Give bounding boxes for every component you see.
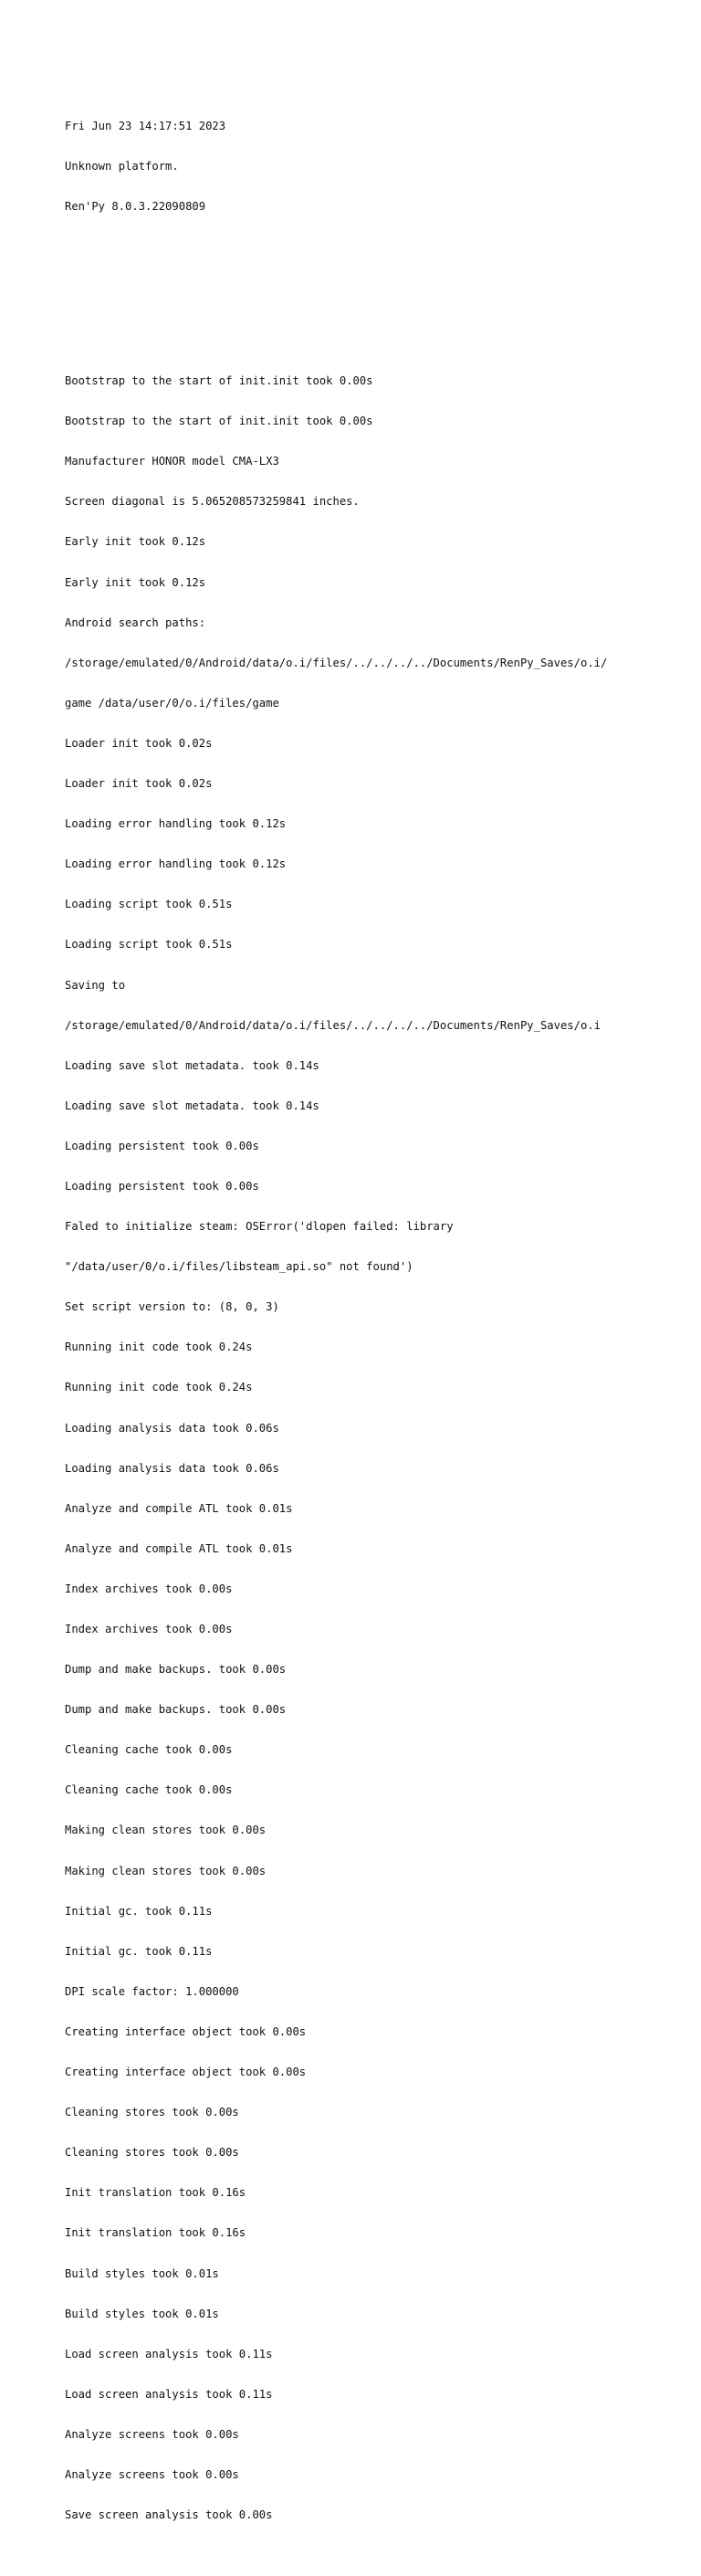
log-line: Making clean stores took 0.00s	[65, 1864, 267, 1877]
log-line: Analyze screens took 0.00s	[65, 2427, 239, 2441]
log-line: Android search paths:	[65, 615, 206, 629]
header-line: Ren'Py 8.0.3.22090809	[65, 200, 206, 213]
log-line: Faled to initialize steam: OSError('dlopen failed: library	[65, 1220, 454, 1234]
log-text	[65, 66, 685, 2576]
log-line: Load screen analysis took 0.11s	[65, 2387, 273, 2401]
log-line: Init translation took 0.16s	[65, 2186, 246, 2200]
log-line: Analyze and compile ATL took 0.01s	[65, 1541, 293, 1555]
log-line: Creating interface object took 0.00s	[65, 2024, 307, 2038]
log-line: /storage/emulated/0/Android/data/o.i/files/../../../../Documents/RenPy_Saves/o.i	[65, 1018, 601, 1032]
log-line: Initial gc. took 0.11s	[65, 1944, 213, 1958]
log-line: Dump and make backups. took 0.00s	[65, 1663, 287, 1677]
log-line: Initial gc. took 0.11s	[65, 1904, 213, 1918]
log-line: Creating interface object took 0.00s	[65, 2066, 307, 2079]
log-body	[65, 348, 685, 2549]
log-line: Early init took 0.12s	[65, 575, 206, 589]
log-header	[65, 92, 685, 240]
log-line: Running init code took 0.24s	[65, 1381, 253, 1394]
log-line: Saving to	[65, 978, 126, 992]
log-line: Cleaning cache took 0.00s	[65, 1783, 233, 1797]
log-line: /storage/emulated/0/Android/data/o.i/files/../../../../Documents/RenPy_Saves/o.i/	[65, 656, 608, 669]
log-line: Load screen analysis took 0.11s	[65, 2347, 273, 2360]
log-line: Loading save slot metadata. took 0.14s	[65, 1099, 319, 1112]
log-line: Loader init took 0.02s	[65, 736, 213, 750]
log-line: game /data/user/0/o.i/files/game	[65, 696, 279, 710]
log-line: Loading analysis data took 0.06s	[65, 1461, 279, 1475]
log-line: Manufacturer HONOR model CMA-LX3	[65, 455, 279, 468]
log-line: Loading persistent took 0.00s	[65, 1179, 259, 1193]
log-line: Loading script took 0.51s	[65, 898, 233, 911]
log-line: Index archives took 0.00s	[65, 1582, 233, 1595]
log-line: Index archives took 0.00s	[65, 1623, 233, 1635]
log-line: DPI scale factor: 1.000000	[65, 1984, 239, 1998]
log-line: Loading error handling took 0.12s	[65, 857, 287, 871]
header-line: Fri Jun 23 14:17:51 2023	[65, 119, 226, 132]
header-line: Unknown platform.	[65, 159, 179, 173]
log-line: Loading script took 0.51s	[65, 938, 233, 952]
blank-line	[65, 308, 685, 321]
log-line: Making clean stores took 0.00s	[65, 1824, 267, 1837]
log-line: Build styles took 0.01s	[65, 2307, 219, 2320]
log-line: Dump and make backups. took 0.00s	[65, 1703, 287, 1717]
log-line: Loading save slot metadata. took 0.14s	[65, 1058, 319, 1072]
log-line: Screen diagonal is 5.065208573259841 inches.	[65, 495, 360, 509]
log-line: Running init code took 0.24s	[65, 1341, 253, 1354]
log-line: Bootstrap to the start of init.init took 0.00s	[65, 374, 373, 388]
log-line: Cleaning stores took 0.00s	[65, 2106, 239, 2119]
log-line: Build styles took 0.01s	[65, 2266, 219, 2280]
log-line: Bootstrap to the start of init.init took 0.00s	[65, 415, 373, 428]
log-line: Early init took 0.12s	[65, 535, 206, 549]
log-line: Set script version to: (8, 0, 3)	[65, 1300, 279, 1314]
log-line: Save screen analysis took 0.00s	[65, 2508, 273, 2522]
log-line: Loading analysis data took 0.06s	[65, 1421, 279, 1435]
log-line: Cleaning cache took 0.00s	[65, 1743, 233, 1757]
blank-line	[65, 268, 685, 281]
log-line: Analyze screens took 0.00s	[65, 2467, 239, 2481]
log-line: Loading persistent took 0.00s	[65, 1139, 259, 1152]
log-line: Analyze and compile ATL took 0.01s	[65, 1501, 293, 1515]
log-line: Cleaning stores took 0.00s	[65, 2146, 239, 2160]
log-line: "/data/user/0/o.i/files/libsteam_api.so" not found')	[65, 1260, 413, 1274]
log-line: Init translation took 0.16s	[65, 2226, 246, 2240]
log-line: Loader init took 0.02s	[65, 777, 213, 791]
log-line: Loading error handling took 0.12s	[65, 817, 287, 831]
